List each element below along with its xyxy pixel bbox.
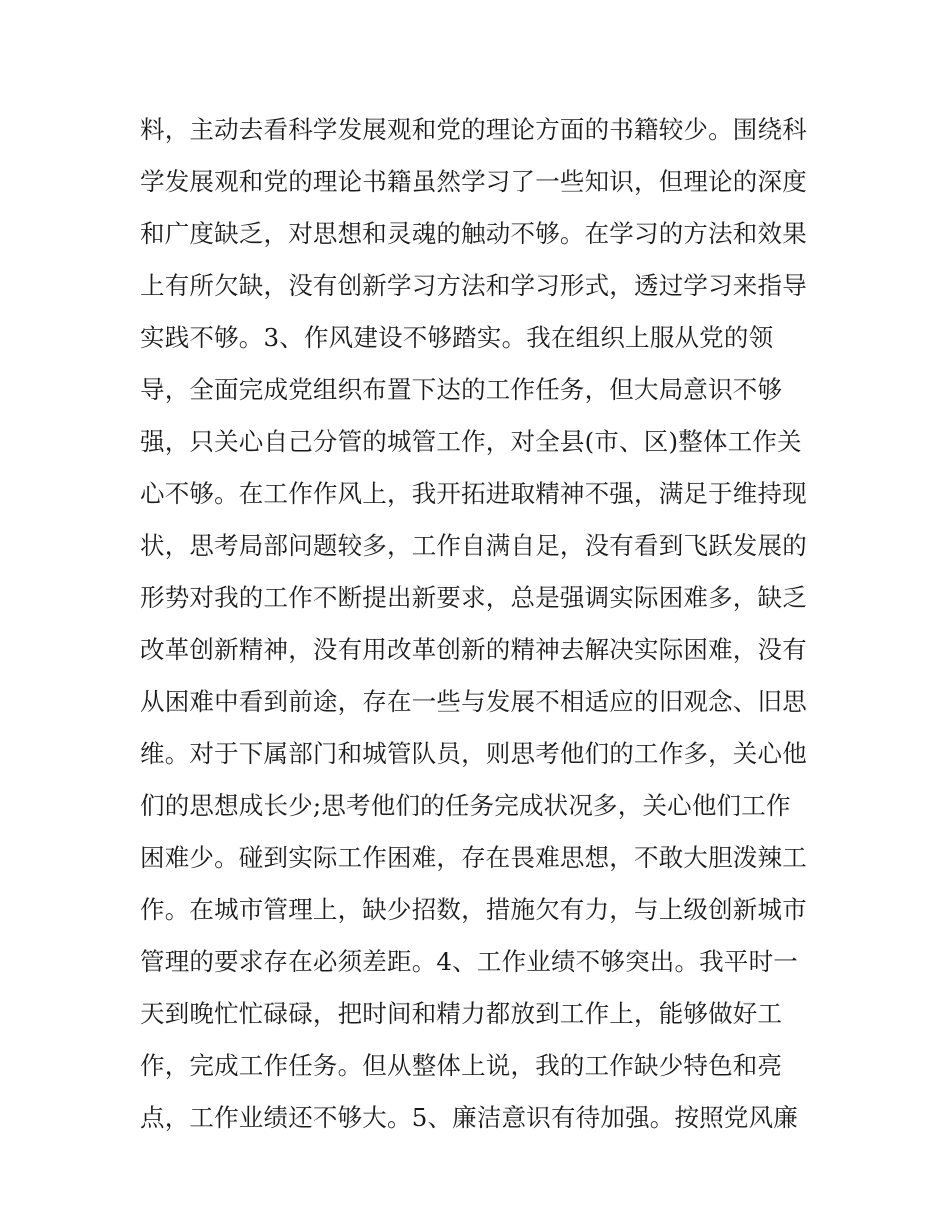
body-text [140, 104, 820, 1144]
text-line: 状，思考局部问题较多，工作自满自足，没有看到飞跃发展的 [140, 531, 807, 560]
text-line: 维。对于下属部门和城管队员，则思考他们的工作多，关心他 [140, 739, 807, 768]
text-line: 从困难中看到前途，存在一些与发展不相适应的旧观念、旧思 [140, 687, 807, 716]
text-line: 形势对我的工作不断提出新要求，总是强调实际困难多，缺乏 [140, 583, 807, 612]
text-line: 点，工作业绩还不够大。5、廉洁意识有待加强。按照党风廉 [140, 1103, 798, 1132]
text-line: 改革创新精神，没有用改革创新的精神去解决实际困难，没有 [140, 635, 807, 664]
text-line: 料，主动去看科学发展观和党的理论方面的书籍较少。围绕科 [140, 115, 807, 144]
text-line: 导，全面完成党组织布置下达的工作任务，但大局意识不够 [140, 375, 783, 404]
text-line: 实践不够。3、作风建设不够踏实。我在组织上服从党的领 [140, 323, 774, 352]
text-line: 们的思想成长少;思考他们的任务完成状况多，关心他们工作 [140, 791, 791, 820]
text-line: 和广度缺乏，对思想和灵魂的触动不够。在学习的方法和效果 [140, 219, 807, 248]
text-line: 上有所欠缺，没有创新学习方法和学习形式，透过学习来指导 [140, 271, 807, 300]
text-line: 心不够。在工作作风上，我开拓进取精神不强，满足于维持现 [140, 479, 807, 508]
text-line: 学发展观和党的理论书籍虽然学习了一些知识，但理论的深度 [140, 167, 807, 196]
text-line: 作，完成工作任务。但从整体上说，我的工作缺少特色和亮 [140, 1051, 783, 1080]
text-line: 困难少。碰到实际工作困难，存在畏难思想，不敢大胆泼辣工 [140, 843, 807, 872]
text-line: 天到晚忙忙碌碌，把时间和精力都放到工作上，能够做好工 [140, 999, 783, 1028]
text-line: 作。在城市管理上，缺少招数，措施欠有力，与上级创新城市 [140, 895, 807, 924]
text-line: 强，只关心自己分管的城管工作，对全县(市、区)整体工作关 [140, 427, 802, 456]
text-line: 管理的要求存在必须差距。4、工作业绩不够突出。我平时一 [140, 947, 798, 976]
